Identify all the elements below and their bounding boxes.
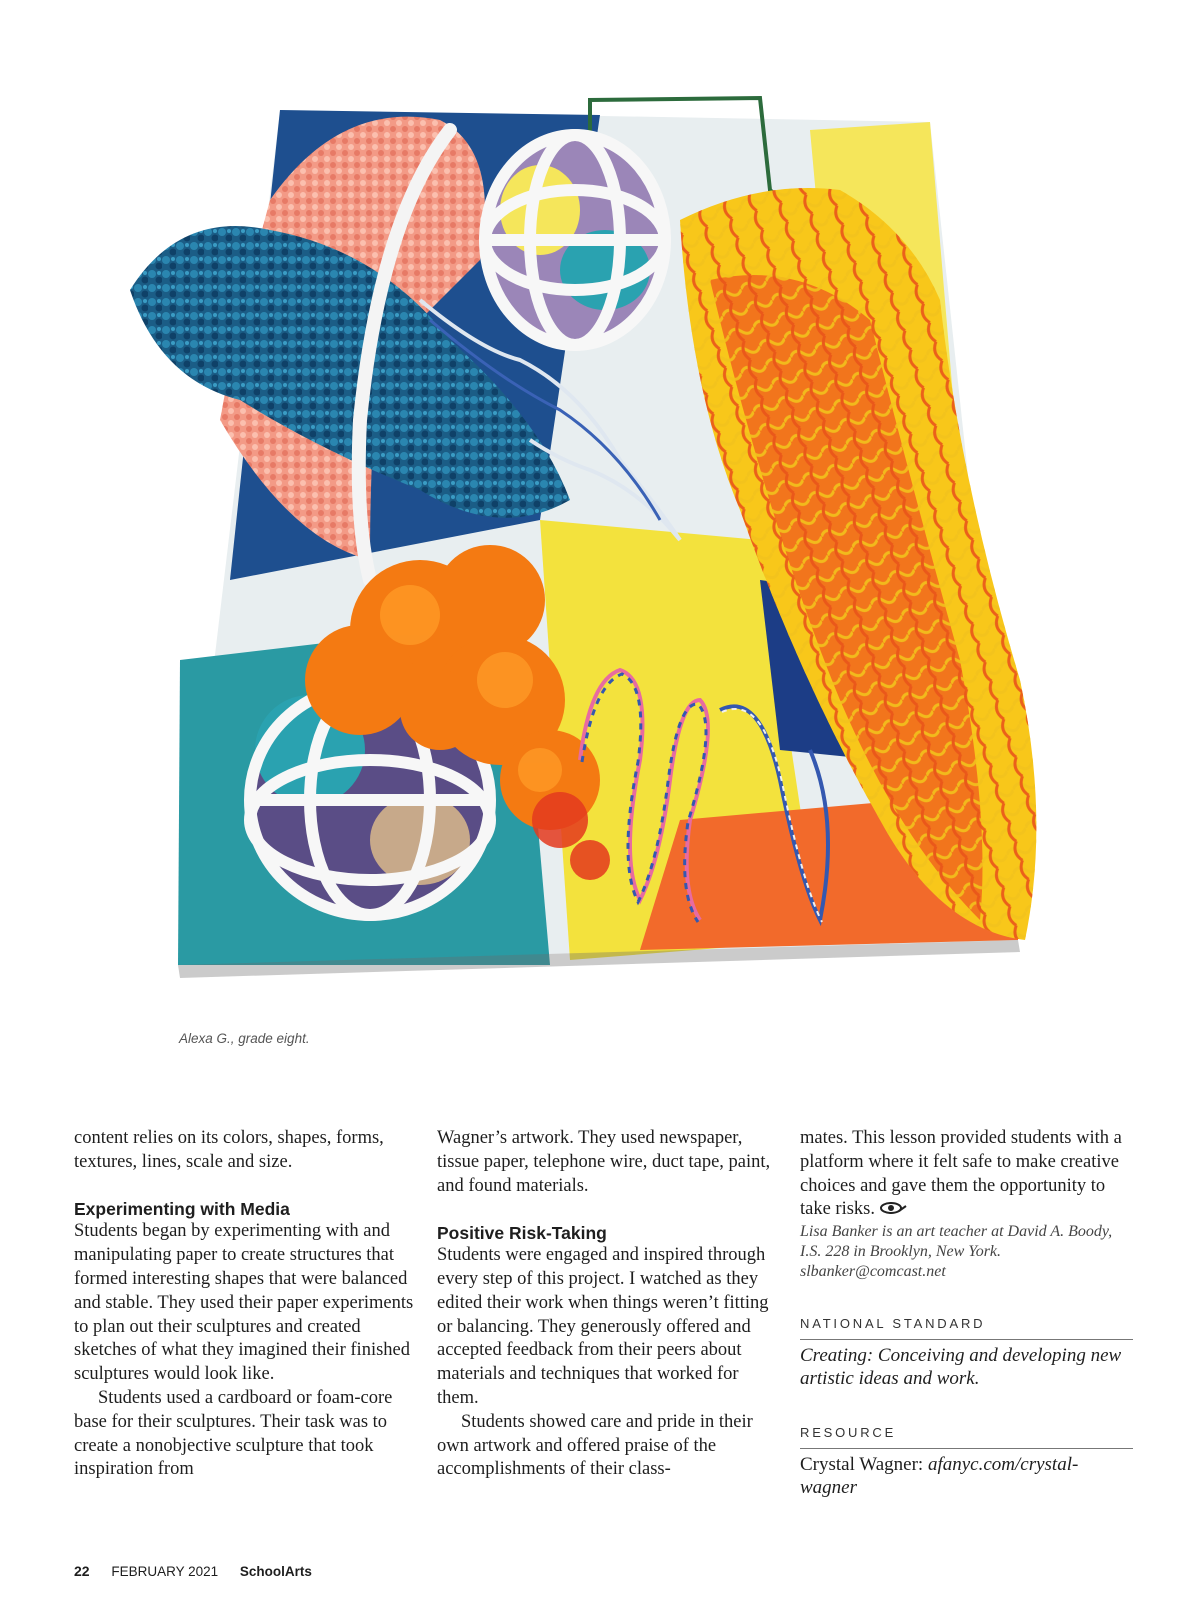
paragraph: Students used a cardboard or foam-core base for their sculptures. Their task was to create a nonobjective sculpture that took inspiration from [74, 1387, 393, 1480]
resource-label: RESOURCE [800, 1421, 1133, 1449]
issue-date: FEBRUARY 2021 [111, 1564, 219, 1579]
national-standard-text: Creating: Conceiving and developing new artistic ideas and work. [800, 1344, 1122, 1390]
magazine-name: SchoolArts [239, 1564, 312, 1579]
section-heading: Experimenting with Media [74, 1199, 290, 1220]
paragraph: Students were engaged and inspired through every step of this project. I watched as they edited their work when things weren’t fitting or balancing. They generously offered and accepted feedback from their peers about materials and techniques that worked for them. [437, 1245, 769, 1408]
resource-name: Crystal Wagner: [800, 1453, 924, 1475]
end-mark-icon [879, 1200, 907, 1216]
paragraph: content relies on its colors, shapes, forms, textures, lines, scale and size. [74, 1128, 384, 1172]
article-column-1 [74, 1127, 414, 1482]
section-heading: Positive Risk-Taking [437, 1223, 607, 1244]
paragraph: Wagner’s artwork. They used newspaper, tissue paper, telephone wire, duct tape, paint, and found materials. [437, 1128, 771, 1196]
author-bio: Lisa Banker is an art teacher at David A. Boody, I.S. 228 in Brooklyn, New York. slbanker@comcast.net [800, 1223, 1113, 1281]
paragraph: Students showed care and pride in their own artwork and offered praise of the accomplishments of their class- [437, 1411, 753, 1480]
sculpture-photo [120, 60, 1080, 1020]
page-number: 22 [74, 1563, 90, 1579]
article-column-3 [800, 1127, 1133, 1500]
resource-text [800, 1453, 1133, 1500]
article-column-2 [437, 1127, 777, 1482]
national-standard-label: NATIONAL STANDARD [800, 1312, 1133, 1340]
resource-link[interactable]: afanyc.com/crystal-wagner [800, 1453, 1079, 1499]
photo-caption: Alexa G., grade eight. [179, 1031, 310, 1046]
paragraph [800, 1127, 1133, 1222]
paragraph: Students began by experimenting with and manipulating paper to create structures that formed interesting shapes that were balanced and stable. They used their paper experiments to plan out their sculptures and created sketches of what they imagined their finished sculptures would look like. [74, 1221, 414, 1385]
page-footer [74, 1563, 330, 1579]
closing-text: mates. This lesson provided students with a platform where it felt safe to make creative choices and gave them the opportunity to take risks. [800, 1128, 1122, 1220]
